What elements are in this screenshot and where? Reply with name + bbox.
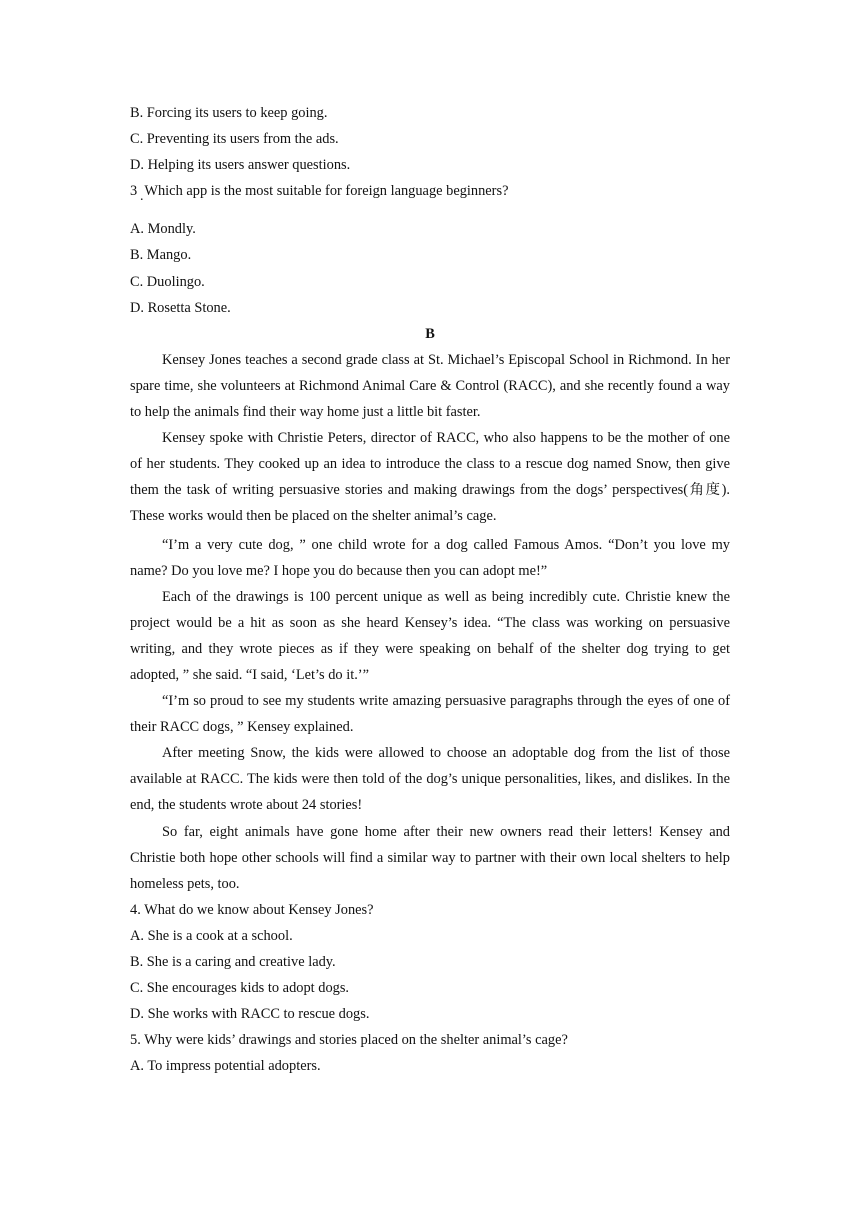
q2-option-c: C. Preventing its users from the ads. <box>130 131 339 148</box>
q3-number: 3 <box>130 183 138 200</box>
document-content <box>130 100 730 1079</box>
q3-spacer <box>130 204 730 216</box>
passage-paragraph-7: So far, eight animals have gone home after their new owners read their letters! Kensey and Christie both hope other schools will find a similar way to partner with their own local shelters to help homeless pets, too. <box>130 823 730 892</box>
passage-paragraph-1: Kensey Jones teaches a second grade class at St. Michael’s Episcopal School in Richmond. In her spare time, she volunteers at Richmond Animal Care & Control (RACC), and she recently found a way to help the animals find their way home just a little bit faster. <box>130 351 730 421</box>
section-heading-b: B <box>425 325 435 342</box>
q4-question: 4. What do we know about Kensey Jones? <box>130 901 374 918</box>
q3-option-a: A. Mondly. <box>130 221 196 238</box>
q2-option-b: B. Forcing its users to keep going. <box>130 105 328 121</box>
q4-option-b: B. She is a caring and creative lady. <box>130 954 336 970</box>
q5-question: 5. Why were kids’ drawings and stories placed on the shelter animal’s cage? <box>130 1032 568 1049</box>
q3-text: Which app is the most suitable for foreign language beginners? <box>144 183 509 200</box>
q3-option-c: C. Duolingo. <box>130 273 205 290</box>
q3-option-d: D. Rosetta Stone. <box>130 299 231 316</box>
q4-option-d: D. She works with RACC to rescue dogs. <box>130 1006 370 1023</box>
q5-option-a: A. To impress potential adopters. <box>130 1058 321 1075</box>
passage-paragraph-3: “I’m a very cute dog, ” one child wrote for a dog called Famous Amos. “Don’t you love my name? Do you love me? I hope you do because then you can adopt me!” <box>130 536 730 579</box>
passage-paragraph-2: Kensey spoke with Christie Peters, director of RACC, who also happens to be the mother of one of her students. They cooked up an idea to introduce the class to a rescue dog named Snow, then give them the task of writing persuasive stories and making drawings from the dogs’ perspectives(角度). These works would then be placed on the shelter animal’s cage. <box>130 430 730 525</box>
q3-question <box>130 178 730 204</box>
q4-option-a: A. She is a cook at a school. <box>130 927 293 944</box>
passage-paragraph-5: “I’m so proud to see my students write amazing persuasive paragraphs through the eyes of one of their RACC dogs, ” Kensey explained. <box>130 693 730 736</box>
q3-option-b: B. Mango. <box>130 247 192 264</box>
passage-paragraph-6: After meeting Snow, the kids were allowed to choose an adoptable dog from the list of those available at RACC. The kids were then told of the dog’s unique personalities, likes, and dislikes. In the end, the students wrote about 24 stories! <box>130 745 730 814</box>
q4-option-c: C. She encourages kids to adopt dogs. <box>130 980 350 997</box>
q2-option-d: D. Helping its users answer questions. <box>130 157 351 174</box>
q3-dot: . <box>140 189 144 205</box>
passage-paragraph-4: Each of the drawings is 100 percent unique as well as being incredibly cute. Christie knew the project would be a hit as soon as she heard Kensey’s idea. “The class was working on persuasive writing, and they wrote pieces as if they were speaking on behalf of the shelter dog trying to get adopted, ” she said. “I said, ‘Let’s do it.’” <box>130 588 730 683</box>
